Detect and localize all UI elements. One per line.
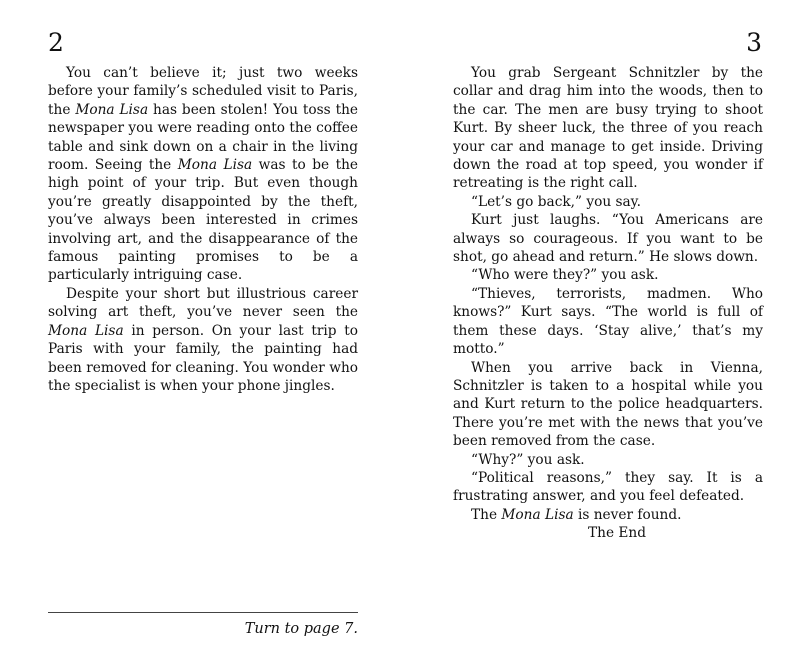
- paragraph: [48, 64, 358, 285]
- paragraph-text: The: [471, 506, 502, 523]
- paragraph: [453, 469, 763, 506]
- right-page-body: [453, 64, 763, 543]
- paragraph-text: When you arrive back in Vienna, Schnitzler is taken to a hospital while you and Kurt return to the police headquarters. There you’re met with the news that you’ve been removed from the case.: [453, 359, 763, 450]
- paragraph: [453, 451, 763, 469]
- paragraph-text: Despite your short but illustrious career solving art theft, you’ve never seen the: [48, 285, 358, 321]
- page-number-right: 3: [746, 28, 762, 57]
- paragraph: [453, 359, 763, 451]
- paragraph: [453, 506, 763, 524]
- paragraph: [453, 193, 763, 211]
- paragraph: [453, 266, 763, 284]
- paragraph-text: was to be the high point of your trip. But even though you’re greatly disappointed by the theft, you’ve always been interested in crimes involving art, and the disappearance of the famous painting promises to be a particularly intriguing case.: [48, 157, 359, 284]
- left-page-body: [48, 64, 358, 395]
- paragraph-text: “Political reasons,” they say. It is a frustrating answer, and you feel defeated.: [453, 469, 763, 505]
- italic-title: Mona Lisa: [501, 506, 574, 523]
- paragraph-text: in person. On your last trip to Paris with your family, the painting had been removed for cleaning. You wonder who the specialist is when your phone jingles.: [48, 322, 359, 394]
- italic-title: Mona Lisa: [75, 101, 149, 118]
- paragraph-text: “Who were they?” you ask.: [471, 267, 659, 284]
- paragraph: [48, 285, 358, 395]
- paragraph-text: has been stolen! You toss the newspaper you were reading onto the coffee table and sink down on a chair in the living room. Seeing the: [48, 101, 358, 174]
- paragraph-text: You grab Sergeant Schnitzler by the collar and drag him into the woods, then to the car. The men are busy trying to shoot Kurt. By sheer luck, the three of you reach your car and manage to get inside. Driving down the road at top speed, you wonder if retreating is the right call.: [453, 65, 763, 192]
- turn-to-page-link[interactable]: Turn to page 7.: [244, 621, 358, 637]
- italic-title: Mona Lisa: [48, 322, 124, 339]
- paragraph-text: is never found.: [573, 506, 682, 523]
- paragraph-text: You can’t believe it; just two weeks before your family’s scheduled visit to Paris, the: [48, 65, 358, 118]
- page-number-left: 2: [48, 28, 64, 57]
- paragraph-text: Kurt just laughs. “You Americans are always so courageous. If you want to be shot, go ahead and return.” He slows down.: [453, 212, 763, 266]
- paragraph-text: “Thieves, terrorists, madmen. Who knows?” Kurt says. “The world is full of them these days. ‘Stay alive,’ that’s my motto.”: [453, 285, 763, 358]
- paragraph: [453, 285, 763, 359]
- paragraph-text: “Let’s go back,” you say.: [471, 193, 641, 210]
- the-end-label: The End: [588, 525, 646, 542]
- italic-title: Mona Lisa: [177, 157, 253, 174]
- paragraph-text: “Why?” you ask.: [471, 451, 585, 468]
- footer-divider: [48, 612, 358, 613]
- paragraph: [453, 64, 763, 193]
- paragraph: [453, 211, 763, 266]
